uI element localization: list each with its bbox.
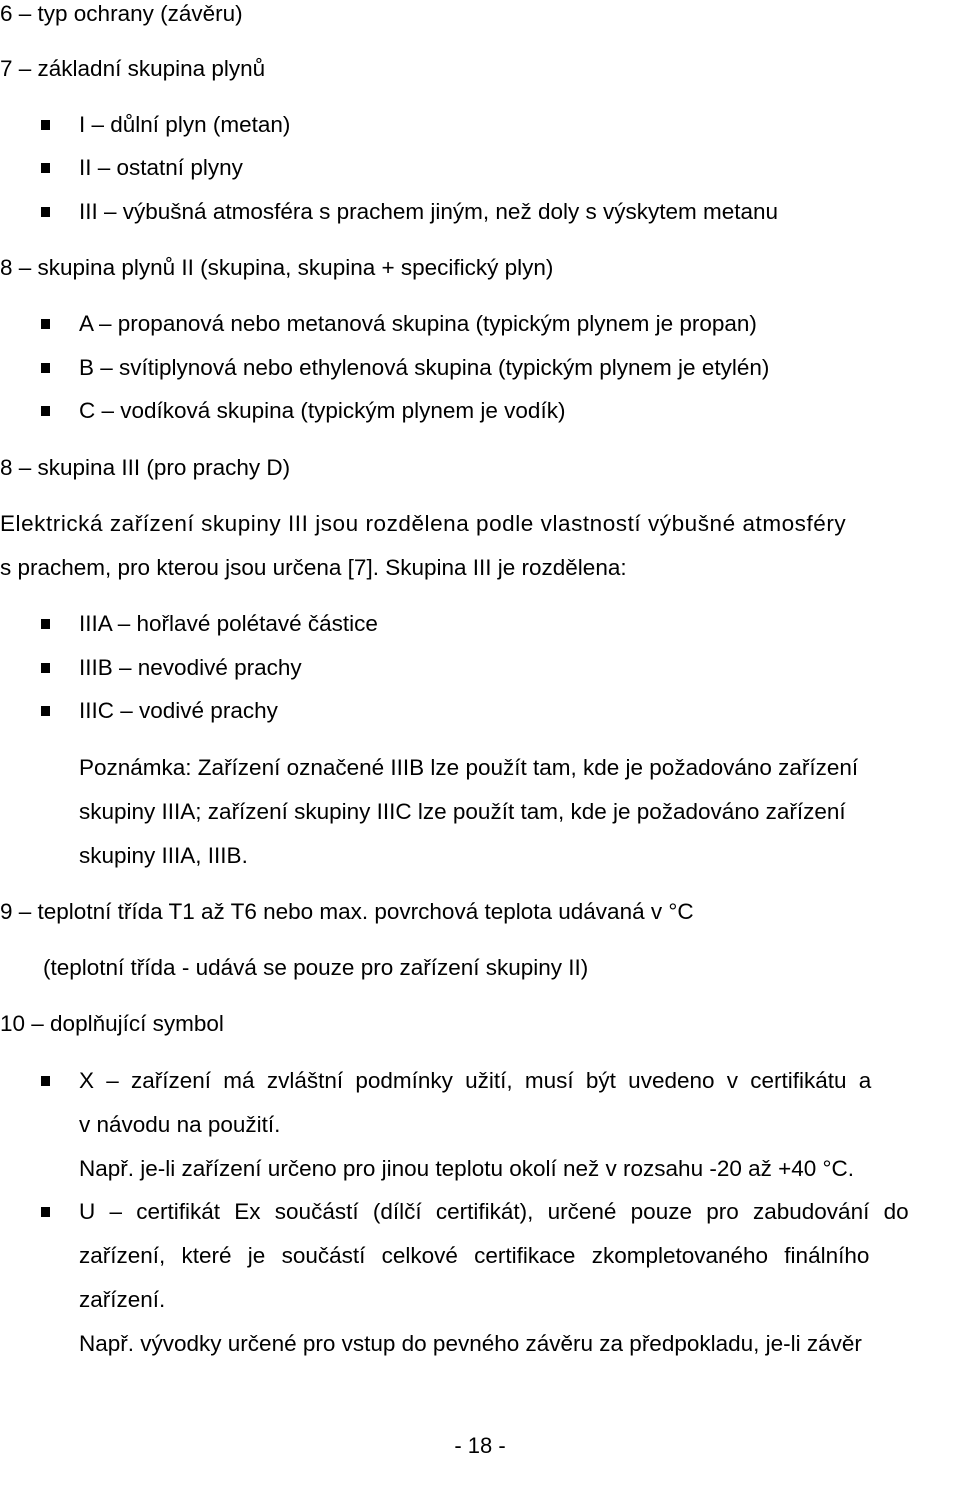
item-6: 6 – typ ochrany (závěru) — [0, 1, 243, 26]
bullet-icon — [41, 663, 50, 673]
list-item-gas-group-I: I – důlní plyn (metan) — [79, 112, 291, 137]
paragraph-line: s prachem, pro kterou jsou určena [7]. Skupina III je rozdělena: — [0, 555, 627, 580]
list-item-IIIC: IIIC – vodivé prachy — [79, 698, 278, 723]
bullet-icon — [41, 619, 50, 629]
bullet-icon — [41, 319, 50, 329]
bullet-icon — [41, 120, 50, 130]
paragraph-text: Elektrická zařízení skupiny III jsou rozdělena podle vlastností výbušné atmosféry — [0, 511, 847, 536]
item-9-note: (teplotní třída - udává se pouze pro zařízení skupiny II) — [43, 955, 589, 980]
list-item-IIIB: IIIB – nevodivé prachy — [79, 655, 302, 680]
note-line: skupiny IIIA, IIIB. — [79, 843, 248, 868]
item-7: 7 – základní skupina plynů — [0, 56, 266, 81]
bullet-icon — [41, 706, 50, 716]
list-item-group-A: A – propanová nebo metanová skupina (typickým plynem je propan) — [79, 311, 757, 336]
note-line: Poznámka: Zařízení označené IIIB lze použít tam, kde je požadováno zařízení — [79, 755, 859, 780]
item-10: 10 – doplňující symbol — [0, 1011, 224, 1036]
list-item-group-B: B – svítiplynová nebo ethylenová skupina (typickým plynem je etylén) — [79, 355, 770, 380]
list-item-U-continued: zařízení, které je součástí celkové certifikace zkompletovaného finálního — [79, 1243, 870, 1268]
list-item-group-C: C – vodíková skupina (typickým plynem je vodík) — [79, 398, 566, 423]
list-item-gas-group-III: III – výbušná atmosféra s prachem jiným, než doly s výskytem metanu — [79, 199, 779, 224]
item-8-group-III: 8 – skupina III (pro prachy D) — [0, 455, 291, 480]
item-8: 8 – skupina plynů II (skupina, skupina + specifický plyn) — [0, 255, 554, 280]
bullet-icon — [41, 1207, 50, 1217]
bullet-icon — [41, 406, 50, 416]
list-item-IIIA: IIIA – hořlavé polétavé částice — [79, 611, 378, 636]
list-item-X-continued: v návodu na použití. — [79, 1112, 281, 1137]
example-U: Např. vývodky určené pro vstup do pevného závěru za předpokladu, je-li závěr — [79, 1331, 862, 1356]
list-item-U: U – certifikát Ex součástí (dílčí certifikát), určené pouze pro zabudování do — [79, 1199, 909, 1224]
bullet-icon — [41, 363, 50, 373]
list-item-X: X – zařízení má zvláštní podmínky užití, musí být uvedeno v certifikátu a — [79, 1068, 872, 1093]
list-item-gas-group-II: II – ostatní plyny — [79, 155, 243, 180]
bullet-icon — [41, 1076, 50, 1086]
list-item-U-continued: zařízení. — [79, 1287, 166, 1312]
example-X: Např. je-li zařízení určeno pro jinou teplotu okolí než v rozsahu -20 až +40 °C. — [79, 1156, 855, 1181]
page-number: - 18 - — [454, 1433, 506, 1458]
bullet-icon — [41, 207, 50, 217]
item-9: 9 – teplotní třída T1 až T6 nebo max. povrchová teplota udávaná v °C — [0, 899, 694, 924]
note-line: skupiny IIIA; zařízení skupiny IIIC lze použít tam, kde je požadováno zařízení — [79, 799, 846, 824]
bullet-icon — [41, 163, 50, 173]
paragraph-line — [0, 510, 958, 538]
